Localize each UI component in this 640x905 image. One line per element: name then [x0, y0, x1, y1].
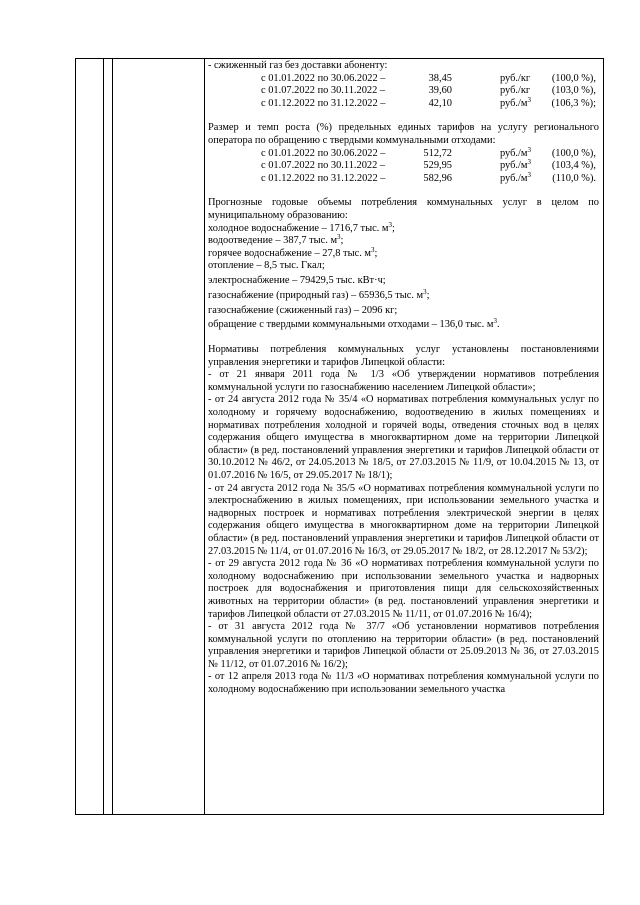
tariff-value: 42,10 — [428, 97, 452, 109]
volumes-list — [208, 220, 599, 333]
tariff-row — [208, 95, 599, 111]
volume-line: горячее водоснабжение – 27,8 тыс. $м^3$; — [208, 245, 378, 259]
volume-line: отопление – 8,5 тыс. Гкал; — [208, 260, 325, 272]
tariff-value: 512,72 — [423, 147, 452, 159]
tariff-row — [208, 85, 599, 98]
gas-tariff-rows — [208, 73, 599, 111]
norms-list — [208, 369, 599, 696]
norms-heading: Нормативы потребления коммунальных услуг установлены постановлениями управления энергетики и тарифов Липецкой области: — [208, 344, 599, 368]
content-cell — [204, 59, 603, 814]
tariff-period: с 01.12.2022 по 31.12.2022 – — [261, 97, 386, 109]
document-table — [75, 58, 604, 815]
tariff-value: 582,96 — [423, 172, 452, 184]
tariff-pct: (106,3 %); — [551, 97, 596, 109]
tariff-unit: руб./кг — [500, 72, 531, 84]
tariff-row — [208, 160, 599, 173]
column-divider — [103, 59, 104, 814]
norm-item: - от 29 августа 2012 года № 36 «О нормативах потребления коммунальной услуги по холодному водоснабжению при использовании земельного участка и надворных построек для водоснабжения и приготовления пищи для сельскохозяйственных животных на территории области» (в ред. постановлений управления энергетики и тарифов Липецкой области от 27.03.2015 № 11/11, от 01.07.2016 № 16/4); — [208, 558, 599, 620]
tariff-pct: (100,0 %), — [551, 72, 596, 84]
norm-item: - от 31 августа 2012 года № 37/7 «Об установлении нормативов потребления коммунальной услуги по отоплению на территории области» (в ред. постановлений управления энергетики и тарифов Липецкой области от 25.09.2013 № 36, от 27.03.2015 № 11/12, от 01.07.2016 № 16/2); — [208, 621, 599, 670]
tariff-row — [208, 73, 599, 86]
norm-item: - от 21 января 2011 года № 1/3 «Об утверждении нормативов потребления коммунальной услуги по газоснабжению населением Липецкой области»; — [208, 369, 599, 393]
norm-item: - от 24 августа 2012 года № 35/5 «О нормативах потребления коммунальной услуги по электроснабжению в жилых помещениях, при использовании земельного участка и надворных построек и нормативах потребления электрической энергии в целях содержания общего имущества в многоквартирном доме на территории Липецкой области» (в ред. постановлений управления энергетики и тарифов Липецкой области от 27.03.2015 № 11/4, от 01.07.2016 № 16/3, от 29.05.2017 № 18/2, от 28.12.2017 № 53/2); — [208, 482, 599, 557]
tariff-period: с 01.07.2022 по 30.11.2022 – — [261, 85, 386, 97]
column-divider — [112, 59, 113, 814]
tariff-pct: (103,0 %), — [551, 85, 596, 97]
waste-heading: Размер и темп роста (%) предельных единых тарифов на услугу регионального оператора по обращению с твердыми коммунальными отходами: — [208, 122, 599, 146]
tariff-period: с 01.01.2022 по 30.06.2022 – — [261, 147, 386, 159]
norm-item: - от 24 августа 2012 года № 35/4 «О нормативах потребления коммунальных услуг по холодному и горячему водоснабжению, водоотведению в жилых помещениях и нормативах потребления холодной и горячей воды, отведения сточных вод в целях содержания общего имущества в многоквартирном доме на территории Липецкой области» (в ред. постановлений управления энергетики и тарифов Липецкой области от 30.10.2012 № 46/2, от 24.05.2013 № 18/5, от 27.03.2015 № 11/9, от 10.04.2015 № 13, от 01.07.2016 № 16/5, от 29.05.2017 № 18/1); — [208, 394, 599, 481]
tariff-period: с 01.07.2022 по 30.11.2022 – — [261, 160, 386, 172]
tariff-value: 38,45 — [428, 72, 452, 84]
volume-line: газоснабжение (природный газ) – 65936,5 тыс. $м^3$; — [208, 287, 430, 301]
tariff-pct: (110,0 %). — [552, 172, 596, 184]
gas-heading: - сжиженный газ без доставки абоненту: — [208, 60, 388, 71]
volume-line: электроснабжение – 79429,5 тыс. кВт·ч; — [208, 275, 386, 287]
tariff-period: с 01.12.2022 по 31.12.2022 – — [261, 172, 386, 184]
tariff-unit: $руб./м^3$ — [500, 145, 531, 159]
tariff-row — [208, 145, 599, 161]
tariff-value: 39,60 — [428, 85, 452, 97]
waste-tariff-rows — [208, 145, 599, 186]
volume-line: обращение с твердыми коммунальными отходами – 136,0 тыс. $м^3$. — [208, 317, 500, 331]
norm-item: - от 12 апреля 2013 года № 11/3 «О нормативах потребления коммунальной услуги по холодному водоснабжению при использовании земельного участка — [208, 671, 599, 696]
tariff-value: 529,95 — [423, 160, 452, 172]
tariff-period: с 01.01.2022 по 30.06.2022 – — [261, 72, 386, 84]
volume-line: газоснабжение (сжиженный газ) – 2096 кг; — [208, 304, 398, 316]
tariff-pct: (100,0 %), — [551, 147, 596, 159]
volumes-heading: Прогнозные годовые объемы потребления коммунальных услуг в целом по муниципальному образованию: — [208, 197, 599, 221]
volume-line: водоотведение – 387,7 тыс. $м^3$; — [208, 233, 344, 247]
tariff-pct: (103,4 %), — [551, 160, 596, 172]
tariff-unit: $руб./м^3$ — [500, 170, 531, 184]
volume-line: холодное водоснабжение – 1716,7 тыс. $м^3$; — [208, 220, 395, 234]
tariff-unit: $руб./м^3$ — [500, 95, 531, 109]
tariff-row — [208, 170, 599, 186]
tariff-unit: руб./кг — [500, 85, 531, 97]
tariff-unit: $руб./м^3$ — [500, 158, 531, 172]
